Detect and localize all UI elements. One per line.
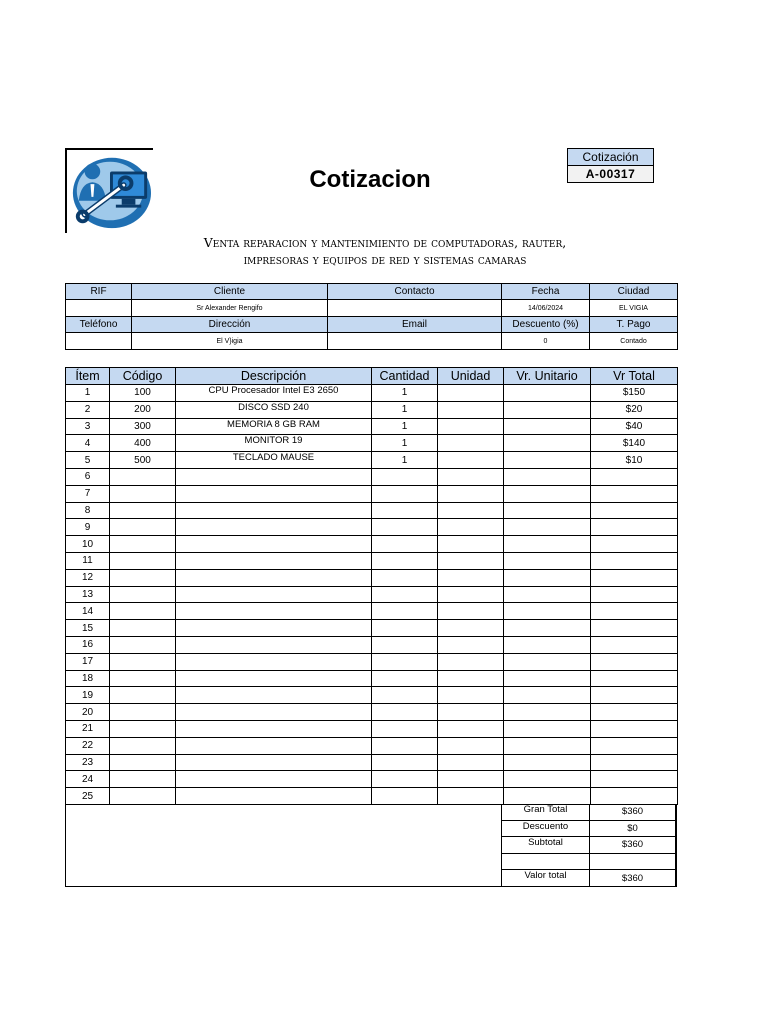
cell-cantidad: 1 [372, 418, 438, 435]
items-header-row [66, 368, 678, 385]
info-value-cell: El V}igia [132, 333, 328, 350]
cell-vr-total: $10 [591, 452, 678, 469]
cell-unidad [438, 485, 504, 502]
cell-vr-unitario [504, 687, 591, 704]
cell-cantidad [372, 620, 438, 637]
table-row [66, 519, 678, 536]
cell-item: 23 [66, 754, 110, 771]
totals-label: Valor total [502, 870, 590, 886]
cell-cantidad: 1 [372, 435, 438, 452]
cell-cantidad [372, 485, 438, 502]
cell-unidad [438, 552, 504, 569]
cell-descripcion: DISCO SSD 240 [176, 401, 372, 418]
cell-cantidad [372, 552, 438, 569]
column-header-vr-unitario: Vr. Unitario [504, 368, 591, 385]
table-row [66, 603, 678, 620]
cell-cantidad [372, 771, 438, 788]
cell-item: 1 [66, 385, 110, 402]
table-row [66, 452, 678, 469]
cell-descripcion [176, 653, 372, 670]
totals-row [502, 870, 676, 886]
cell-descripcion [176, 771, 372, 788]
cell-descripcion: CPU Procesador Intel E3 2650 [176, 385, 372, 402]
cell-item: 12 [66, 569, 110, 586]
totals-value: $360 [590, 837, 676, 854]
info-value-cell: EL VIGIA [590, 300, 678, 317]
cell-codigo [110, 754, 176, 771]
cell-vr-unitario [504, 452, 591, 469]
info-value-cell: Sr Alexander Rengifo [132, 300, 328, 317]
cell-unidad [438, 754, 504, 771]
cell-codigo [110, 586, 176, 603]
cell-codigo [110, 720, 176, 737]
cell-codigo: 200 [110, 401, 176, 418]
customer-info-table [65, 283, 678, 350]
cell-vr-unitario [504, 468, 591, 485]
cell-item: 22 [66, 737, 110, 754]
totals-row [502, 853, 676, 870]
cell-codigo [110, 636, 176, 653]
cell-cantidad [372, 519, 438, 536]
cell-unidad [438, 653, 504, 670]
cell-vr-unitario [504, 754, 591, 771]
cell-cantidad [372, 536, 438, 553]
cell-vr-total [591, 653, 678, 670]
cell-item: 19 [66, 687, 110, 704]
cell-vr-unitario [504, 569, 591, 586]
cell-vr-total: $40 [591, 418, 678, 435]
cell-item: 10 [66, 536, 110, 553]
cell-codigo: 300 [110, 418, 176, 435]
info-header-cell: Contacto [328, 284, 502, 300]
cell-codigo [110, 771, 176, 788]
cell-vr-unitario [504, 670, 591, 687]
totals-row [502, 804, 676, 820]
cell-codigo [110, 737, 176, 754]
cell-vr-total [591, 620, 678, 637]
cell-vr-unitario [504, 435, 591, 452]
cell-cantidad [372, 720, 438, 737]
table-row [66, 586, 678, 603]
tagline-line-1: Venta reparacion y mantenimiento de computadoras, rauter, [203, 235, 567, 250]
cell-descripcion [176, 687, 372, 704]
table-row [66, 754, 678, 771]
cell-vr-total [591, 754, 678, 771]
cell-vr-total: $150 [591, 385, 678, 402]
cell-item: 16 [66, 636, 110, 653]
cell-descripcion [176, 636, 372, 653]
cell-vr-total [591, 670, 678, 687]
cell-item: 5 [66, 452, 110, 469]
document-title: Cotizacion [309, 166, 431, 193]
table-row [66, 418, 678, 435]
cell-descripcion: MONITOR 19 [176, 435, 372, 452]
cell-unidad [438, 519, 504, 536]
cell-vr-total [591, 536, 678, 553]
cell-codigo [110, 653, 176, 670]
quote-number-box [567, 148, 654, 183]
totals-value: $0 [590, 820, 676, 837]
cell-vr-unitario [504, 586, 591, 603]
cell-descripcion: TECLADO MAUSE [176, 452, 372, 469]
column-header-unidad: Unidad [438, 368, 504, 385]
cell-vr-unitario [504, 536, 591, 553]
cell-codigo [110, 620, 176, 637]
cell-descripcion [176, 704, 372, 721]
column-header-cantidad: Cantidad [372, 368, 438, 385]
table-row [66, 401, 678, 418]
cell-vr-total [591, 636, 678, 653]
info-value-cell: Contado [590, 333, 678, 350]
quote-label: Cotización [568, 149, 654, 166]
cell-codigo [110, 502, 176, 519]
table-row [66, 468, 678, 485]
cell-item: 2 [66, 401, 110, 418]
cell-vr-total [591, 788, 678, 805]
column-header-codigo: Código [110, 368, 176, 385]
cell-vr-unitario [504, 737, 591, 754]
cell-vr-total [591, 720, 678, 737]
cell-cantidad [372, 636, 438, 653]
cell-unidad [438, 704, 504, 721]
table-row [66, 653, 678, 670]
cell-vr-total [591, 519, 678, 536]
table-row [66, 636, 678, 653]
cell-vr-unitario [504, 385, 591, 402]
info-header-cell: Cliente [132, 284, 328, 300]
info-header-cell: Ciudad [590, 284, 678, 300]
computer-repair-icon [67, 150, 153, 233]
cell-codigo [110, 468, 176, 485]
cell-unidad [438, 670, 504, 687]
cell-item: 9 [66, 519, 110, 536]
cell-cantidad [372, 653, 438, 670]
info-header-cell: RIF [66, 284, 132, 300]
cell-cantidad: 1 [372, 452, 438, 469]
cell-vr-unitario [504, 720, 591, 737]
quote-number: A-00317 [568, 166, 654, 183]
cell-vr-unitario [504, 653, 591, 670]
cell-vr-unitario [504, 704, 591, 721]
cell-cantidad [372, 468, 438, 485]
cell-codigo: 100 [110, 385, 176, 402]
cell-unidad [438, 771, 504, 788]
totals-value: $360 [590, 870, 676, 886]
cell-item: 17 [66, 653, 110, 670]
cell-descripcion [176, 468, 372, 485]
table-row [66, 536, 678, 553]
cell-vr-unitario [504, 603, 591, 620]
cell-cantidad [372, 569, 438, 586]
cell-unidad [438, 636, 504, 653]
cell-descripcion [176, 754, 372, 771]
cell-vr-unitario [504, 620, 591, 637]
cell-vr-total [591, 603, 678, 620]
table-row [66, 771, 678, 788]
cell-codigo: 500 [110, 452, 176, 469]
totals-row [502, 837, 676, 854]
info-header-row [66, 317, 678, 333]
cell-cantidad [372, 687, 438, 704]
cell-vr-total [591, 687, 678, 704]
totals-label [502, 853, 590, 870]
cell-descripcion [176, 788, 372, 805]
cell-unidad [438, 435, 504, 452]
totals-label: Gran Total [502, 804, 590, 820]
cell-unidad [438, 586, 504, 603]
cell-codigo [110, 552, 176, 569]
table-row [66, 552, 678, 569]
cell-descripcion [176, 586, 372, 603]
cell-vr-total [591, 552, 678, 569]
column-header-item: Ítem [66, 368, 110, 385]
cell-vr-total [591, 586, 678, 603]
cell-vr-unitario [504, 788, 591, 805]
company-tagline [100, 234, 670, 268]
cell-unidad [438, 385, 504, 402]
cell-cantidad [372, 670, 438, 687]
cell-codigo [110, 670, 176, 687]
cell-vr-total [591, 771, 678, 788]
cell-vr-total: $140 [591, 435, 678, 452]
table-row [66, 620, 678, 637]
cell-cantidad [372, 737, 438, 754]
cell-codigo [110, 569, 176, 586]
cell-vr-unitario [504, 401, 591, 418]
info-value-row [66, 300, 678, 317]
cell-unidad [438, 401, 504, 418]
cell-item: 14 [66, 603, 110, 620]
items-table [65, 367, 678, 805]
cell-codigo: 400 [110, 435, 176, 452]
cell-descripcion [176, 720, 372, 737]
cell-cantidad [372, 754, 438, 771]
info-value-cell [66, 300, 132, 317]
info-header-cell: Descuento (%) [502, 317, 590, 333]
totals-value [590, 853, 676, 870]
cell-vr-unitario [504, 636, 591, 653]
column-header-descripcion: Descripción [176, 368, 372, 385]
cell-vr-unitario [504, 502, 591, 519]
cell-vr-total: $20 [591, 401, 678, 418]
cell-item: 20 [66, 704, 110, 721]
cell-codigo [110, 603, 176, 620]
info-header-cell: Email [328, 317, 502, 333]
table-row [66, 502, 678, 519]
cell-descripcion [176, 737, 372, 754]
cell-item: 6 [66, 468, 110, 485]
cell-descripcion [176, 536, 372, 553]
cell-descripcion [176, 620, 372, 637]
cell-item: 24 [66, 771, 110, 788]
table-row [66, 435, 678, 452]
cell-descripcion: MEMORIA 8 GB RAM [176, 418, 372, 435]
company-logo [65, 148, 153, 233]
cell-codigo [110, 704, 176, 721]
totals-label: Descuento [502, 820, 590, 837]
cell-codigo [110, 536, 176, 553]
cell-unidad [438, 603, 504, 620]
table-row [66, 485, 678, 502]
cell-cantidad: 1 [372, 401, 438, 418]
table-row [66, 670, 678, 687]
cell-item: 11 [66, 552, 110, 569]
cell-descripcion [176, 552, 372, 569]
info-value-cell: 14/06/2024 [502, 300, 590, 317]
cell-cantidad [372, 788, 438, 805]
totals-row [502, 820, 676, 837]
cell-unidad [438, 737, 504, 754]
totals-table [501, 804, 676, 886]
info-header-cell: Fecha [502, 284, 590, 300]
cell-descripcion [176, 670, 372, 687]
table-row [66, 385, 678, 402]
cell-unidad [438, 720, 504, 737]
cell-vr-unitario [504, 519, 591, 536]
cell-item: 3 [66, 418, 110, 435]
totals-label: Subtotal [502, 837, 590, 854]
table-row [66, 737, 678, 754]
table-row [66, 704, 678, 721]
cell-vr-total [591, 502, 678, 519]
cell-vr-unitario [504, 485, 591, 502]
tagline-line-2: impresoras y equipos de red y sistemas camaras [243, 252, 527, 267]
cell-codigo [110, 485, 176, 502]
cell-vr-total [591, 485, 678, 502]
info-value-cell [328, 300, 502, 317]
cell-cantidad [372, 704, 438, 721]
cell-unidad [438, 687, 504, 704]
cell-unidad [438, 418, 504, 435]
info-value-cell [66, 333, 132, 350]
table-row [66, 569, 678, 586]
table-row [66, 720, 678, 737]
totals-area [65, 804, 677, 887]
cell-codigo [110, 788, 176, 805]
table-row [66, 788, 678, 805]
cell-item: 7 [66, 485, 110, 502]
cell-unidad [438, 569, 504, 586]
cell-item: 15 [66, 620, 110, 637]
cell-item: 21 [66, 720, 110, 737]
cell-item: 25 [66, 788, 110, 805]
cell-vr-unitario [504, 418, 591, 435]
cell-unidad [438, 468, 504, 485]
info-header-cell: Dirección [132, 317, 328, 333]
cell-vr-total [591, 569, 678, 586]
cell-item: 18 [66, 670, 110, 687]
cell-unidad [438, 452, 504, 469]
table-row [66, 687, 678, 704]
cell-vr-total [591, 704, 678, 721]
cell-descripcion [176, 569, 372, 586]
info-header-cell: Teléfono [66, 317, 132, 333]
cell-descripcion [176, 485, 372, 502]
cell-unidad [438, 620, 504, 637]
cell-vr-total [591, 737, 678, 754]
info-header-row [66, 284, 678, 300]
cell-cantidad [372, 502, 438, 519]
cell-descripcion [176, 502, 372, 519]
info-value-cell [328, 333, 502, 350]
info-value-cell: 0 [502, 333, 590, 350]
column-header-vr-total: Vr Total [591, 368, 678, 385]
totals-value: $360 [590, 804, 676, 820]
cell-item: 13 [66, 586, 110, 603]
cell-unidad [438, 502, 504, 519]
cell-unidad [438, 536, 504, 553]
cell-item: 4 [66, 435, 110, 452]
cell-codigo [110, 687, 176, 704]
cell-item: 8 [66, 502, 110, 519]
cell-vr-total [591, 468, 678, 485]
cell-cantidad [372, 603, 438, 620]
cell-vr-unitario [504, 552, 591, 569]
cell-cantidad [372, 586, 438, 603]
info-value-row [66, 333, 678, 350]
cell-descripcion [176, 519, 372, 536]
cell-cantidad: 1 [372, 385, 438, 402]
cell-vr-unitario [504, 771, 591, 788]
cell-unidad [438, 788, 504, 805]
cell-descripcion [176, 603, 372, 620]
cell-codigo [110, 519, 176, 536]
info-header-cell: T. Pago [590, 317, 678, 333]
